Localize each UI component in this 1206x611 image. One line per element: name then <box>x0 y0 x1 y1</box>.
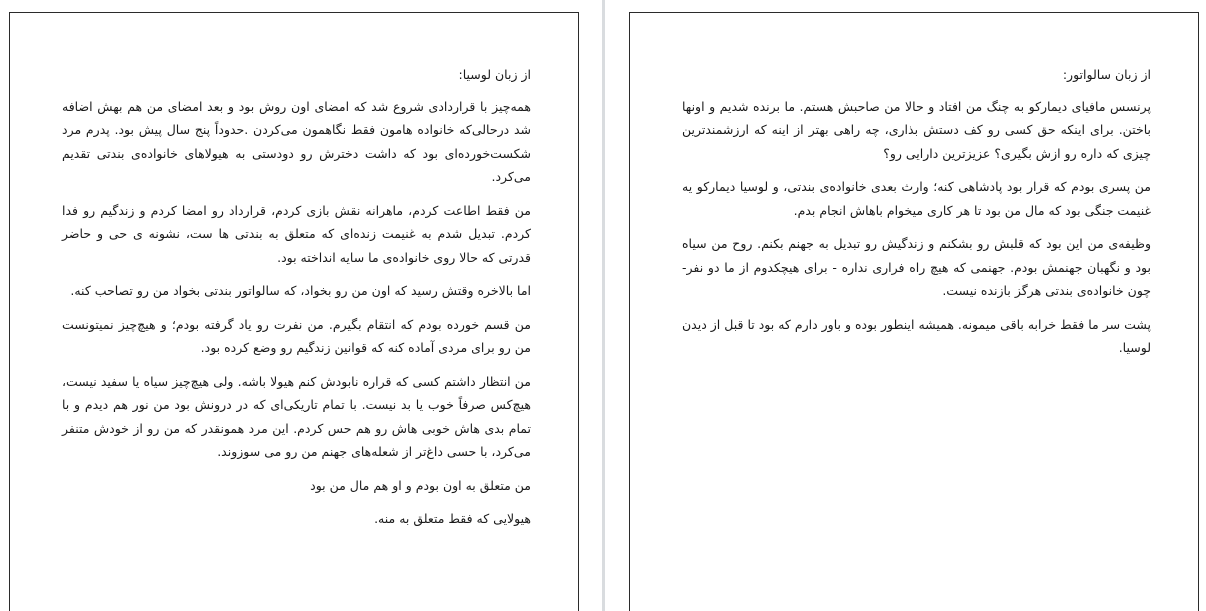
paragraph: من پسری بودم که قرار بود پادشاهی کنه؛ وارث بعدی خانواده‌ی بندتی، و لوسیا دیمارکو یه غنیمت جنگی بود که مال من بود تا هر کاری میخوام باهاش انجام بدم. <box>682 179 1151 218</box>
section-heading: از زبان لوسیا: <box>458 67 531 82</box>
paragraph: پرنسس مافیای دیمارکو به چنگ من افتاد و حالا من صاحبش هستم. ما برنده شدیم و اونها باختن. برای اینکه حق کسی رو کف دستش بذاری، چه راهی بهتر از اینه که ارزشمندترین چیزی که داره رو ازش بگیری؟ عزیزترین دارایی رو؟ <box>682 98 1151 161</box>
paragraph: هیولایی که فقط متعلق به منه. <box>374 511 531 526</box>
page-content <box>62 63 531 541</box>
paragraph: همه‌چیز با قراردادی شروع شد که امضای اون روش بود و بعد امضای من هم بهش اضافه شد درحالی‌که خانواده هامون فقط نگاهمون می‌کردن .حدوداً پنج سال پیش بود. پدرم مرد شکست‌خورده‌ای بود که داشت دخترش رو دودستی به هیولاهای خانواده‌ی بندتی تقدیم می‌کرد. <box>62 98 531 184</box>
page-content <box>682 63 1151 370</box>
document-page-left <box>9 12 579 611</box>
paragraph: پشت سر ما فقط خرابه باقی میمونه. همیشه اینطور بوده و باور دارم که بود تا قبل از دیدن لوسیا. <box>682 316 1151 355</box>
paragraph: من انتظار داشتم کسی که قراره نابودش کنم هیولا باشه. ولی هیچ‌چیز سیاه یا سفید نیست، هیچ‌کس صرفاً خوب یا بد نیست. با تمام تاریکی‌ای که در درونش بود من نور هم دیدم و با تمام بدی هاش خوبی هاش رو هم حس کردم. این مرد همونقدر که من رو از خودش متنفر می‌کرد، با حسی داغ‌تر از شعله‌های جهنم من رو می سوزوند. <box>62 373 531 459</box>
page-divider <box>602 0 605 611</box>
paragraph: اما بالاخره وقتش رسید که اون من رو بخواد، که سالواتور بندتی بخواد من رو تصاحب کنه. <box>70 283 531 298</box>
document-page-right <box>629 12 1199 611</box>
paragraph: وظیفه‌ی من این بود که قلبش رو بشکنم و زندگیش رو تبدیل به جهنم بکنم. روح من سیاه بود و نگهبان جهنمش بودم. جهنمی که هیچ راه فراری نداره - برای هیچکدوم از ما دو نفر- چون خانواده‌ی بندتی هرگز بازنده نیست. <box>682 236 1151 298</box>
paragraph: من قسم خورده بودم که انتقام بگیرم. من نفرت رو یاد گرفته بودم؛ و هیچ‌چیز نمیتونست من رو برای مردی آماده کنه که قوانین زندگیم رو وضع کرده بود. <box>62 316 531 355</box>
section-heading: از زبان سالواتور: <box>1062 67 1151 82</box>
paragraph: من فقط اطاعت کردم، ماهرانه نقش بازی کردم، قرارداد رو امضا کردم و زندگیم رو فدا کردم. تبدیل شدم به غنیمت زنده‌ای که متعلق به بندتی ها ست، نشونه ی حی و حاضر قدرتی که حالا روی خانواده‌ی ما سایه انداخته بود. <box>62 202 531 265</box>
paragraph: من متعلق به اون بودم و او هم مال من بود <box>310 477 531 493</box>
